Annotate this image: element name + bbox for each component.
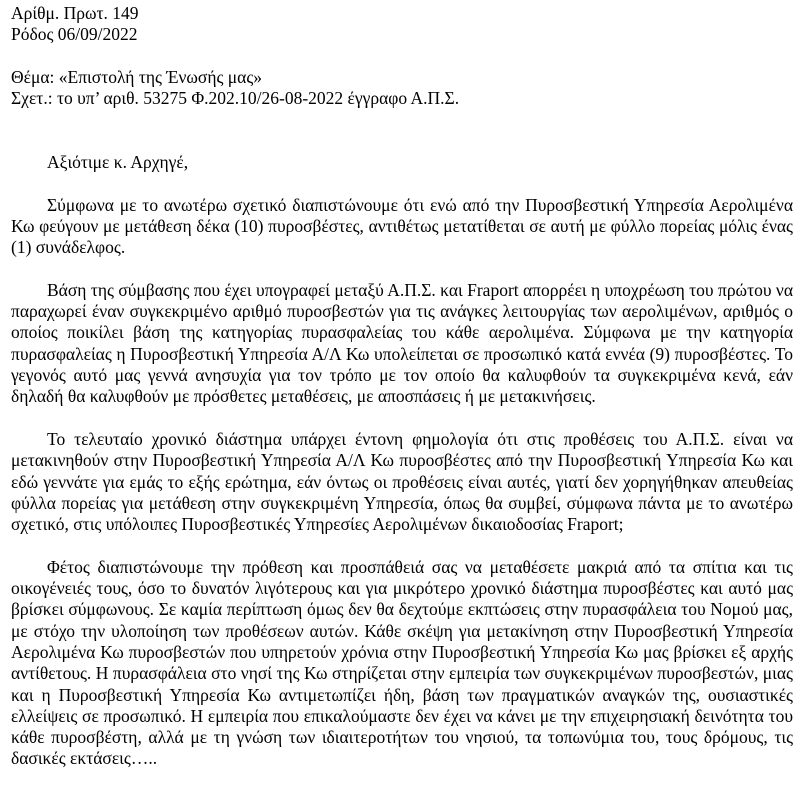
spacer — [11, 46, 793, 67]
spacer — [11, 131, 793, 152]
spacer — [11, 109, 793, 130]
protocol-number: Αρίθμ. Πρωτ. 149 — [11, 3, 139, 23]
reference-line: Σχετ.: το υπ’ αριθ. 53275 Φ.202.10/26-08-2022 έγγραφο Α.Π.Σ. — [11, 88, 460, 109]
paragraph-contract: Βάση της σύμβασης που έχει υπογραφεί μεταξύ Α.Π.Σ. και Fraport απορρέει η υποχρέωση του πρώτου να παραχωρεί έναν συγκεκριμένο αριθμό πυροσβεστών για τις ανάγκες λειτουργίας των αερολιμένων, αριθμός ο οποίος ποικίλει βάση της κατηγορίας πυρασφαλείας του κάθε αερολιμένα. Σύμφωνα με την κατηγορία πυρασφαλείας η Πυροσβεστική Υπηρεσία Α/Λ Κω υπολείπεται σε προσωπικό κατά εννέα (9) πυροσβέστες. Το γεγονός αυτό μας γεννά ανησυχία για τον τρόπο με τον οποίο θα καλυφθούν τα συγκεκριμένα κενά, εάν δηλαδή θα καλυφθούν με πρόσθετες μεταθέσεις, με αποσπάσεις ή με μετακινήσεις. — [11, 279, 793, 407]
salutation: Αξιότιμε κ. Αρχηγέ, — [47, 152, 189, 173]
paragraph-fire-safety: Φέτος διαπιστώνουμε την πρόθεση και προσπάθειά σας να μεταθέσετε μακριά από τα σπίτια και τις οικογένειές τους, όσο το δυνατόν λιγότερους και για μικρότερο χρονικό διάστημα πυροσβέστες και αυτό μας βρίσκει σύμφωνους. Σε καμία περίπτωση όμως δεν θα δεχτούμε εκπτώσεις στην πυρασφάλεια του Νομού μας, με στόχο την υλοποίηση των προθέσεων αυτών. Κάθε σκέψη για μετακίνηση στην Πυροσβεστική Υπηρεσία Αερολιμένα Κω πυροσβεστών που υπηρετούν χρόνια στην Πυροσβεστική Υπηρεσία Κω μας βρίσκει εξ αρχής αντίθετους. Η πυρασφάλεια στο νησί της Κω στηρίζεται στην εμπειρία των συγκεκριμένων πυροσβεστών, μιας και η Πυροσβεστική Υπηρεσία Κω αντιμετωπίζει ήδη, βάση των πραγματικών αναγκών της, ουσιαστικές ελλείψεις σε προσωπικό. Η εμπειρία που επικαλούμαστε δεν έχει να κάνει με την επιχειρησιακή δεινότητα του κάθε πυροσβέστη, αλλά με τη γνώση των ιδιαιτεροτήτων του νησιού, τα τοπωνύμια του, τους δρόμους, τις δασικές εκτάσεις….. — [11, 556, 793, 769]
letter-document — [11, 3, 793, 791]
place-date: Ρόδος 06/09/2022 — [11, 24, 138, 45]
paragraph-rumours: Το τελευταίο χρονικό διάστημα υπάρχει έντονη φημολογία ότι στις προθέσεις του Α.Π.Σ. είναι να μετακινηθούν στην Πυροσβεστική Υπηρεσία Α/Λ Κω πυροσβέστες από την Πυροσβεστική Υπηρεσία Κω και εδώ γεννάτε για εμάς το εξής ερώτημα, εάν όντως οι προθέσεις είναι αυτές, γιατί δεν χορηγήθηκαν απευθείας φύλλα πορείας για μετάθεση στην συγκεκριμένη Υπηρεσία, όπως θα συμβεί, σύμφωνα πάντα με το ανωτέρω σχετικό, στις υπόλοιπες Πυροσβεστικές Υπηρεσίες Αερολιμένων δικαιοδοσίας Fraport; — [11, 428, 793, 535]
paragraph-transfers: Σύμφωνα με το ανωτέρω σχετικό διαπιστώνουμε ότι ενώ από την Πυροσβεστική Υπηρεσία Αερολιμένα Κω φεύγουν με μετάθεση δέκα (10) πυροσβέστες, αντιθέτως μετατίθεται σε αυτή με φύλλο πορείας μόλις ένας (1) συνάδελφος. — [11, 194, 793, 258]
subject-line: Θέμα: «Επιστολή της Ένωσής μας» — [11, 66, 263, 87]
